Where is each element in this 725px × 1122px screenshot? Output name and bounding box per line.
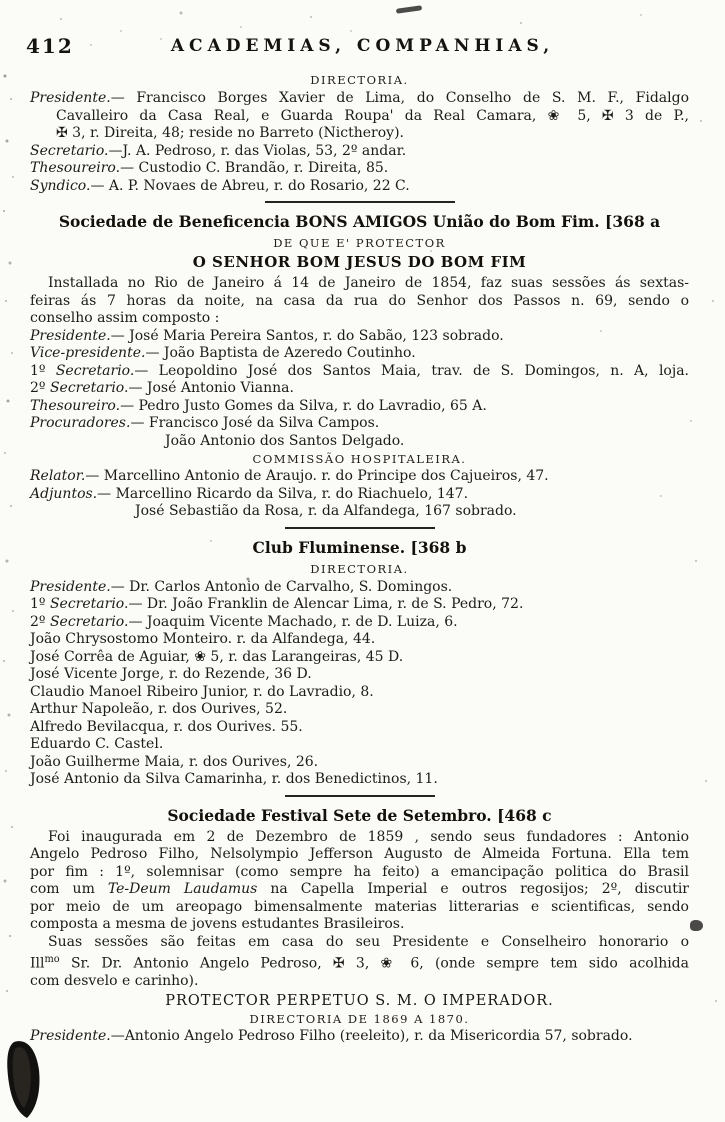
text-line: [30, 829, 689, 847]
text-segment: DIRECTORIA.: [310, 73, 409, 87]
text-line: [30, 212, 689, 231]
text-segment: Club Fluminense. [368 b: [252, 537, 467, 557]
text-segment: João Guilherme Maia, r. dos Ourives, 26.: [30, 753, 319, 770]
text-segment: Arthur Napoleão, r. dos Ourives, 52.: [30, 701, 288, 717]
text-line: [30, 310, 689, 328]
text-line: [30, 160, 689, 178]
text-line: [30, 614, 689, 632]
text-segment: José Sebastião da Rosa, r. da Alfandega, 167 sobrado.: [135, 503, 517, 519]
text-segment: —Antonio Angelo Pedroso Filho (reeleito), r. da Misericordia 57, sobrado.: [110, 1027, 633, 1044]
text-line: [30, 719, 689, 737]
text-line: [30, 433, 689, 451]
text-segment: Installada no Rio de Janeiro á 14 de Janeiro de 1854, faz suas sessões ás sextas-: [48, 275, 689, 291]
text-line: [30, 380, 689, 398]
text-segment: Cavalleiro da Casa Real, e Guarda Roupa' da Real Camara, ❀ 5, ✠ 3 de P.,: [56, 107, 689, 124]
text-segment: Sociedade de Beneficencia BONS AMIGOS União do Bom Fim. [368 a: [58, 212, 661, 231]
text-segment: João Antonio dos Santos Delgado.: [165, 432, 405, 449]
ink-blot: [2, 1038, 54, 1122]
text-segment: na Capella Imperial e outros regosijos; 2º, discutir: [257, 881, 689, 897]
text-line: [30, 666, 689, 684]
text-line: [30, 881, 689, 899]
text-segment: — Custodio C. Brandão, r. Direita, 85.: [120, 160, 389, 176]
text-segment: — A. P. Novaes de Abreu, r. do Rosario, 22 C.: [90, 177, 410, 194]
text-segment: — Joaquim Vicente Machado, r. de D. Luiza, 6.: [128, 613, 458, 630]
text-segment: Sr. Dr. Antonio Angelo Pedroso, ✠ 3, ❀ 6, (onde sempre tem sido acolhida: [59, 955, 689, 972]
text-line: [30, 806, 689, 825]
text-line: [30, 363, 689, 381]
section-divider-rule: [285, 795, 435, 797]
role-label: Relator.: [30, 468, 86, 484]
text-segment: Claudio Manoel Ribeiro Junior, r. do Lavradio, 8.: [30, 683, 374, 700]
text-line: [30, 178, 689, 196]
text-segment: Foi inaugurada em 2 de Dezembro de 1859 , sendo seus fundadores : Antonio: [48, 828, 689, 845]
text-line: [30, 236, 689, 250]
text-line: [30, 846, 689, 864]
section-divider-rule: [285, 527, 435, 529]
text-line: [30, 1012, 689, 1026]
text-segment: ✠ 3, r. Direita, 48; reside no Barreto (Nictheroy).: [56, 125, 404, 141]
text-line: [30, 452, 689, 466]
text-line: [30, 754, 689, 772]
text-line: [30, 125, 689, 143]
text-segment: Angelo Pedroso Filho, Nelsolympio Jefferson Augusto de Almeida Fortuna. Ella tem: [30, 846, 689, 862]
text-segment: — Marcellino Ricardo da Silva, r. do Riachuelo, 147.: [97, 485, 469, 502]
text-line: [30, 73, 689, 87]
text-segment: mo: [44, 954, 60, 965]
text-segment: José Vicente Jorge, r. do Rezende, 36 D.: [30, 666, 312, 682]
text-line: [30, 736, 689, 754]
text-segment: PROTECTOR PERPETUO S. M. O IMPERADOR.: [165, 992, 554, 1009]
text-line: [30, 328, 689, 346]
text-line: [30, 415, 689, 433]
role-label: Secretario.: [49, 613, 129, 630]
text-line: [30, 1028, 689, 1046]
text-line: [30, 771, 689, 789]
text-line: [30, 993, 689, 1010]
role-label: Presidente.: [30, 1027, 111, 1044]
page-number: 412: [26, 34, 74, 58]
text-segment: 2º: [30, 380, 50, 396]
ink-smudge-right: [690, 920, 703, 931]
text-line: [30, 503, 689, 521]
text-segment: Alfredo Bevilacqua, r. dos Ourives. 55.: [30, 718, 303, 735]
text-segment: —J. A. Pedroso, r. das Violas, 53, 2º andar.: [108, 142, 407, 159]
text-line: [30, 275, 689, 293]
text-segment: por fim : 1º, solemnisar (como sempre ha feito) a emancipação politica do Brasil: [30, 863, 689, 880]
text-segment: por meio de um areopago bimensalmente materias litterarias e scientificas, sendo: [30, 898, 689, 915]
text-line: [30, 486, 689, 504]
text-segment: Ill: [30, 955, 45, 972]
text-segment: — Pedro Justo Gomes da Silva, r. do Lavradio, 65 A.: [120, 397, 487, 414]
role-label: Syndico.: [30, 177, 91, 194]
text-line: [30, 579, 689, 597]
text-segment: — Marcellino Antonio de Araujo. r. do Principe dos Cajueiros, 47.: [85, 468, 549, 484]
text-line: [30, 951, 689, 973]
text-line: [30, 701, 689, 719]
text-line: [30, 973, 689, 991]
text-segment: DIRECTORIA DE 1869 A 1870.: [249, 1011, 470, 1026]
role-label: Vice-presidente.: [30, 345, 146, 361]
text-segment: DIRECTORIA.: [310, 561, 409, 576]
text-line: [30, 649, 689, 667]
text-line: [30, 934, 689, 952]
text-line: [30, 864, 689, 882]
text-segment: 1º: [30, 362, 56, 379]
text-segment: — José Maria Pereira Santos, r. do Sabão, 123 sobrado.: [110, 327, 504, 344]
text-segment: — Dr. João Franklin de Alencar Lima, r. de S. Pedro, 72.: [128, 596, 524, 612]
text-line: [30, 253, 689, 271]
text-line: [30, 899, 689, 917]
text-segment: — Francisco Borges Xavier de Lima, do Conselho de S. M. F., Fidalgo: [110, 90, 689, 106]
text-line: [30, 538, 689, 557]
text-line: [30, 90, 689, 108]
text-segment: 2º: [30, 613, 50, 630]
page-header: [0, 0, 725, 62]
role-label: Presidente.: [30, 90, 111, 106]
text-segment: — João Baptista de Azeredo Coutinho.: [145, 345, 416, 361]
text-segment: João Chrysostomo Monteiro. r. da Alfandega, 44.: [30, 631, 376, 647]
text-line: [30, 398, 689, 416]
text-segment: com desvelo e carinho).: [30, 973, 199, 990]
text-line: [30, 916, 689, 934]
running-head: ACADEMIAS, COMPANHIAS,: [170, 36, 555, 56]
role-label: Adjuntos.: [30, 485, 98, 502]
text-line: [30, 562, 689, 576]
section-divider-rule: [265, 201, 455, 203]
text-line: [30, 596, 689, 614]
text-segment: José Antonio da Silva Camarinha, r. dos Benedictinos, 11.: [30, 771, 438, 787]
text-segment: — Leopoldino José dos Santos Maia, trav. de S. Domingos, n. A, loja.: [134, 362, 689, 379]
role-label: Secretario.: [49, 380, 129, 396]
text-segment: composta a mesma de jovens estudantes Brasileiros.: [30, 916, 405, 932]
text-segment: José Corrêa de Aguiar, ❀ 5, r. das Larangeiras, 45 D.: [30, 648, 404, 665]
text-line: [30, 631, 689, 649]
text-segment: COMMISSÃO HOSPITALEIRA.: [252, 452, 467, 466]
text-segment: — José Antonio Vianna.: [128, 380, 294, 396]
text-line: [30, 143, 689, 161]
text-segment: 1º: [30, 596, 50, 612]
page-body-text: [0, 62, 725, 1045]
role-label: Presidente.: [30, 578, 111, 595]
role-label: Secretario.: [55, 362, 135, 379]
text-segment: Sociedade Festival Sete de Setembro. [468 c: [167, 805, 552, 825]
text-line: [30, 108, 689, 126]
text-segment: O SENHOR BOM JESUS DO BOM FIM: [192, 253, 527, 271]
role-label: Thesoureiro.: [30, 160, 121, 176]
role-label: Secretario.: [30, 142, 109, 159]
text-line: [30, 293, 689, 311]
role-label: Secretario.: [49, 596, 129, 612]
text-segment: — Dr. Carlos Antonio de Carvalho, S. Domingos.: [110, 578, 453, 595]
text-line: [30, 345, 689, 363]
text-segment: com um: [30, 881, 108, 897]
role-label: Procuradores.: [30, 415, 131, 431]
text-segment: — Francisco José da Silva Campos.: [130, 415, 380, 431]
text-segment: Eduardo C. Castel.: [30, 736, 164, 752]
text-line: [30, 684, 689, 702]
text-segment: Suas sessões são feitas em casa do seu Presidente e Conselheiro honorario o: [48, 933, 689, 950]
text-segment: conselho assim composto :: [30, 310, 220, 326]
text-segment: DE QUE E' PROTECTOR: [273, 236, 446, 250]
role-label: Presidente.: [30, 327, 111, 344]
role-label: Te-Deum Laudamus: [107, 881, 258, 897]
role-label: Thesoureiro.: [30, 397, 121, 414]
text-segment: feiras ás 7 horas da noite, na casa da rua do Senhor dos Passos n. 69, sendo o: [30, 292, 689, 309]
text-line: [30, 468, 689, 486]
